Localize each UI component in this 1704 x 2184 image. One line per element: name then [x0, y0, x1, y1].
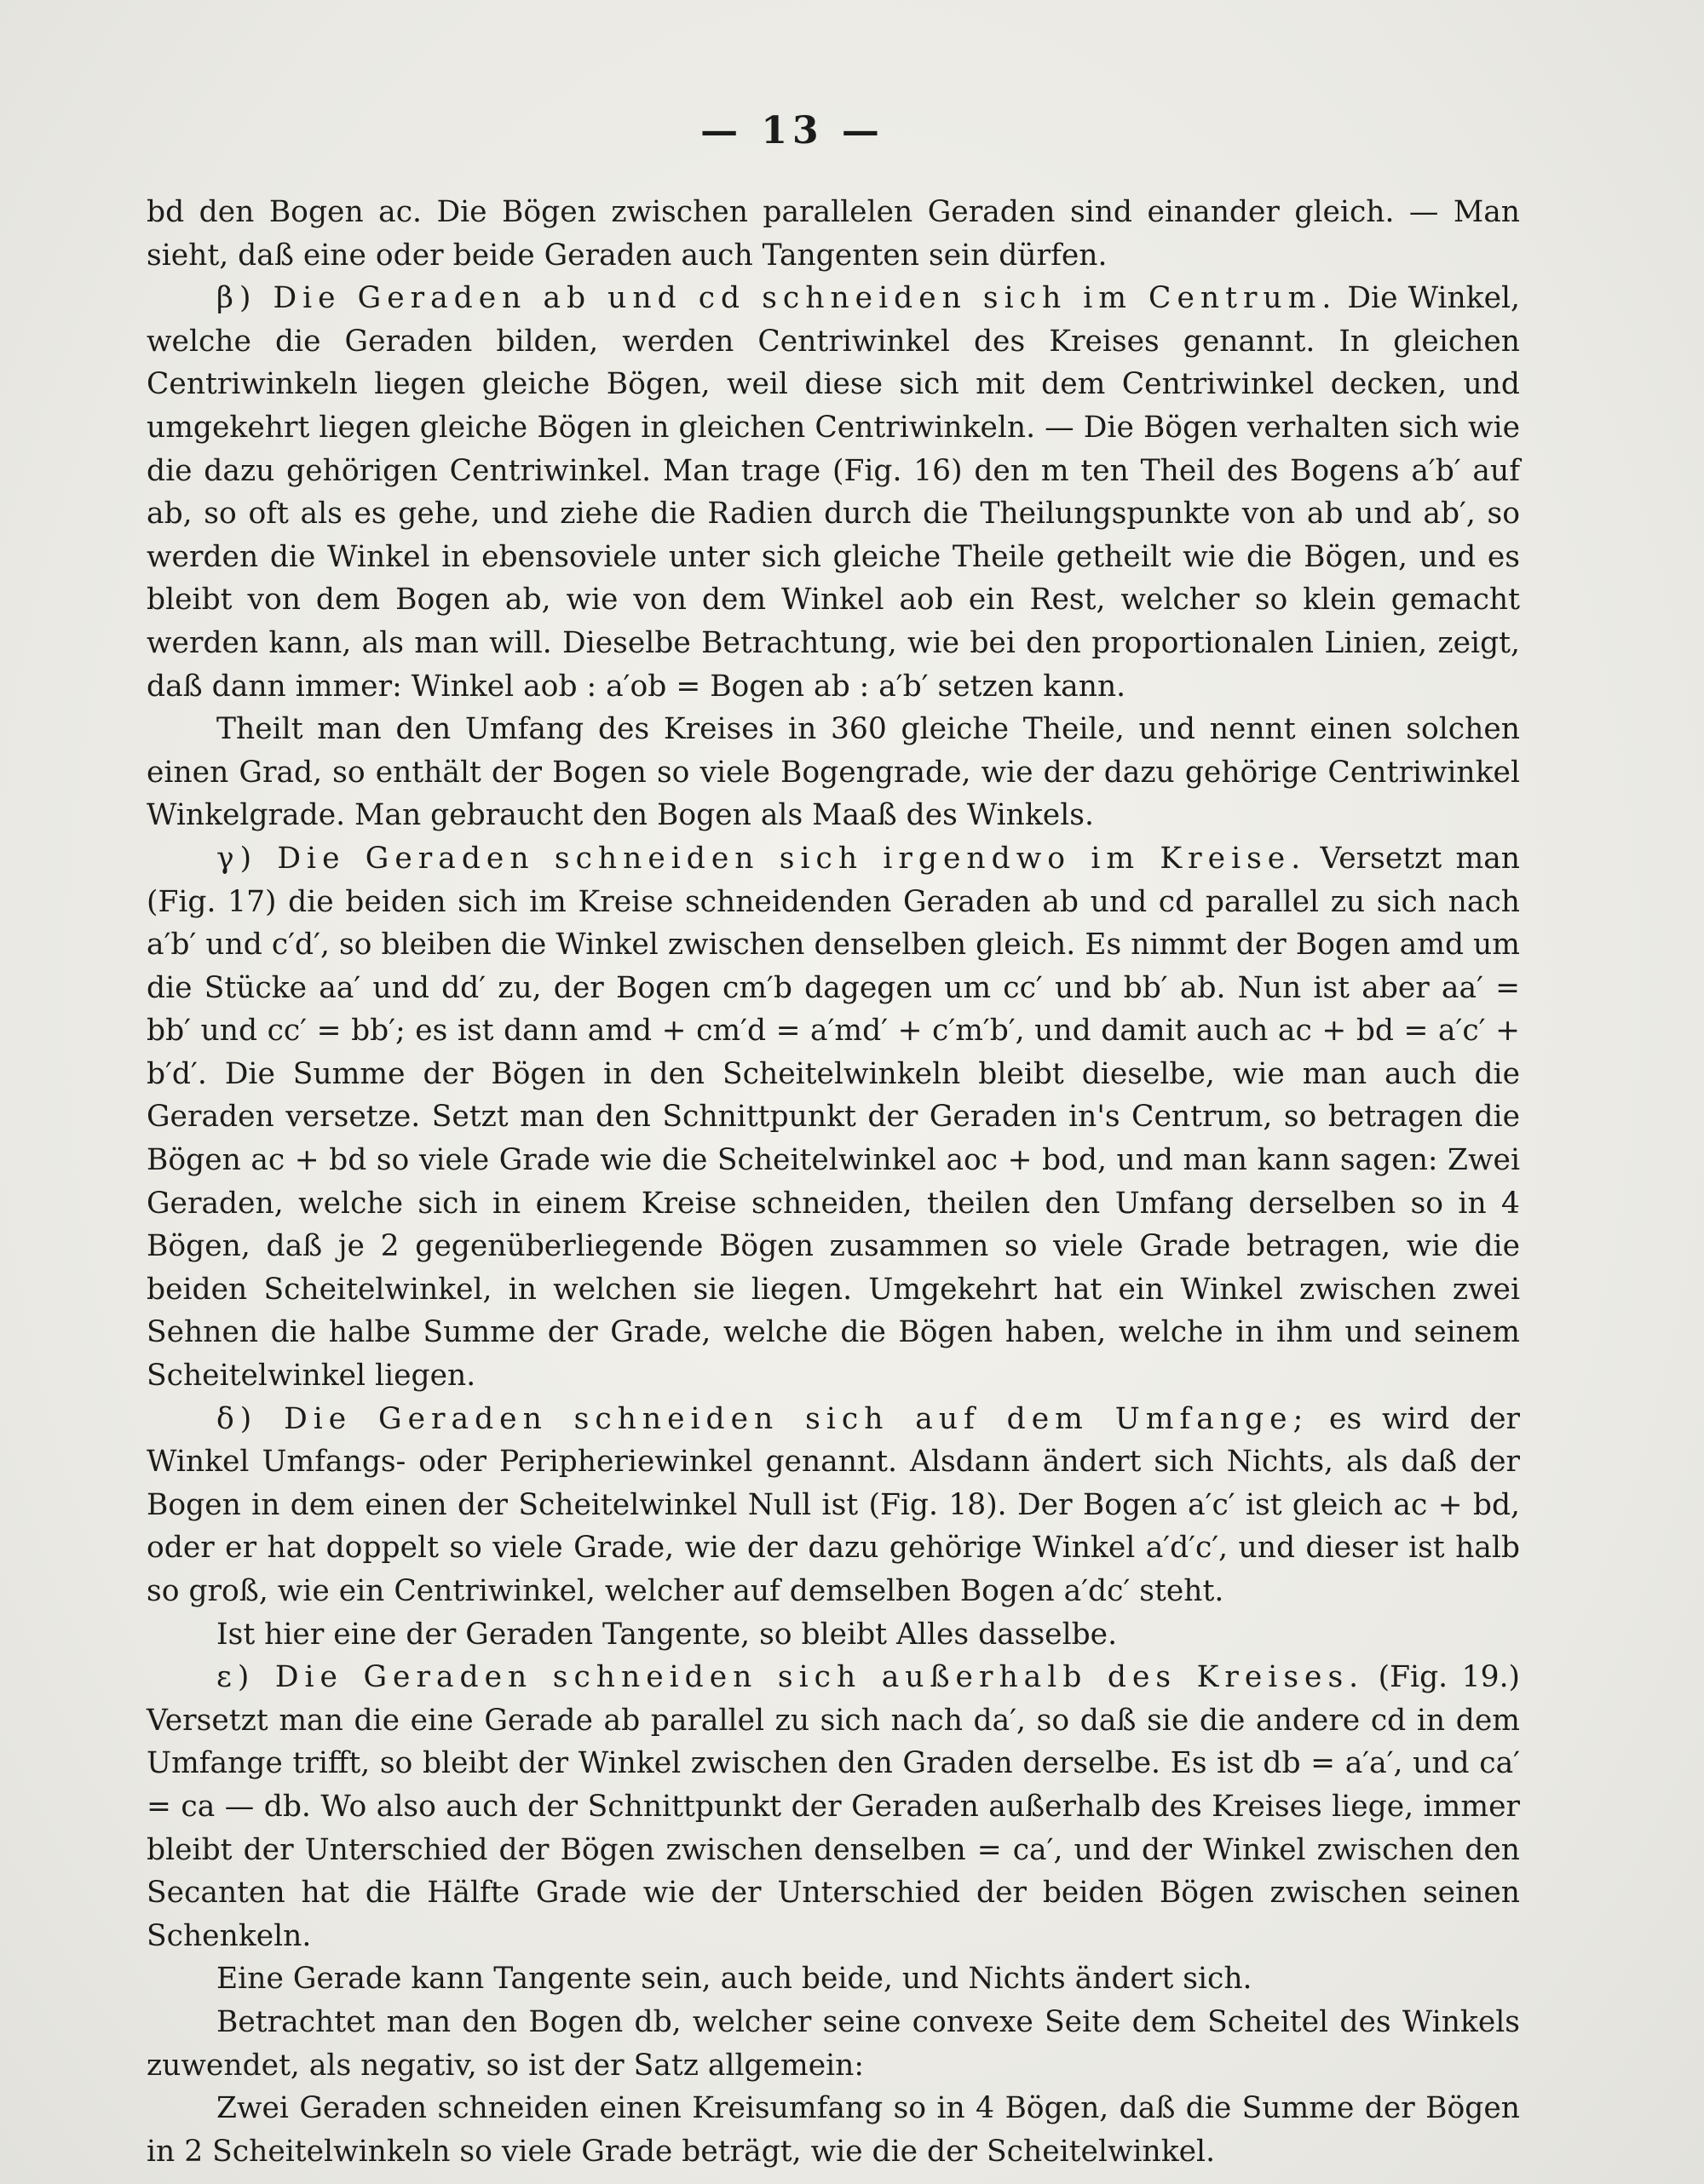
paragraph-tangent-both: [147, 1957, 1520, 2001]
paragraph-tangent: [147, 1613, 1520, 1657]
paragraph-text: bd den Bogen ac. Die Bögen zwischen parallelen Geraden sind einander gleich. — Man sieht, daß eine oder beide Geraden auch Tangenten sein dürfen.: [147, 195, 1520, 273]
paragraph-text: Eine Gerade kann Tangente sein, auch beide, und Nichts ändert sich.: [216, 1962, 1252, 1997]
paragraph-negative: [147, 2001, 1520, 2087]
paragraph-theorem: [147, 2087, 1520, 2173]
paragraph-text: es wird der Winkel Umfangs- oder Peripheriewinkel genannt. Alsdann ändert sich Nichts, als daß der Bogen in dem einen der Scheitelwinkel Null ist (Fig. 18). Der Bogen a′c′ ist gleich ac + bd, oder er hat doppelt so viele Grade, wie der dazu gehörige Winkel a′d′c′, und dieser ist halb so groß, wie ein Centriwinkel, welcher auf demselben Bogen a′dc′ steht.: [147, 1401, 1521, 1608]
paragraph-text: Ist hier eine der Geraden Tangente, so bleibt Alles dasselbe.: [216, 1617, 1118, 1652]
paragraph-text: Die Winkel, welche die Geraden bilden, werden Centriwinkel des Kreises genannt. In gleichen Centriwinkeln liegen gleiche Bögen, weil diese sich mit dem Centriwinkel decken, und umgekehrt liegen gleiche Bögen in gleichen Centriwinkeln. — Die Bögen verhalten sich wie die dazu gehörigen Centriwinkel. Man trage (Fig. 16) den m ten Theil des Bogens a′b′ auf ab, so oft als es gehe, und ziehe die Radien durch die Theilungspunkte von ab und ab′, so werden die Winkel in ebensoviele unter sich gleiche Theile getheilt wie die Bögen, und es bleibt von dem Bogen ab, wie von dem Winkel aob ein Rest, welcher so klein gemacht werden kann, als man will. Dieselbe Betrachtung, wie bei den proportionalen Linien, zeigt, daß dann immer: Winkel aob : a′ob = Bogen ab : a′b′ setzen kann.: [147, 281, 1521, 704]
paragraph-text: Zwei Geraden schneiden einen Kreisumfang so in 4 Bögen, daß die Summe der Bögen in 2 Scheitelwinkeln so viele Grade beträgt, wie die der Scheitelwinkel.: [147, 2091, 1520, 2169]
section-heading-beta: β) Die Geraden ab und cd schneiden sich im Centrum.: [216, 281, 1338, 316]
paragraph-delta: [147, 1398, 1520, 1613]
section-heading-epsilon: ε) Die Geraden schneiden sich außerhalb des Kreises.: [216, 1660, 1365, 1695]
body-text: [147, 191, 1520, 2173]
paragraph-grad: [147, 708, 1520, 837]
paragraph-text: Betrachtet man den Bogen db, welcher seine convexe Seite dem Scheitel des Winkels zuwendet, als negativ, so ist der Satz allgemein:: [147, 2004, 1520, 2083]
paragraph-beta: [147, 277, 1520, 708]
paragraph-text: Theilt man den Umfang des Kreises in 360 gleiche Theile, und nennt einen solchen einen Grad, so enthält der Bogen so viele Bogengrade, wie der dazu gehörige Centriwinkel Winkelgrade. Man gebraucht den Bogen als Maaß des Winkels.: [147, 712, 1520, 833]
section-heading-gamma: γ) Die Geraden schneiden sich irgendwo im Kreise.: [216, 841, 1307, 876]
paragraph-text: (Fig. 19.) Versetzt man die eine Gerade ab parallel zu sich nach da′, so daß sie die andere cd in dem Umfange trifft, so bleibt der Winkel zwischen den Graden derselbe. Es ist db = a′a′, und ca′ = ca — db. Wo also auch der Schnittpunkt der Geraden außerhalb des Kreises liege, immer bleibt der Unterschied der Bögen zwischen denselben = ca′, und der Winkel zwischen den Secanten hat die Hälfte Grade wie der Unterschied der beiden Bögen zwischen seinen Schenkeln.: [147, 1660, 1520, 1953]
paragraph-text: Versetzt man (Fig. 17) die beiden sich im Kreise schneidenden Geraden ab und cd parallel zu sich nach a′b′ und c′d′, so bleiben die Winkel zwischen denselben gleich. Es nimmt der Bogen amd um die Stücke aa′ und dd′ zu, der Bogen cm′b dagegen um cc′ und bb′ ab. Nun ist aber aa′ = bb′ und cc′ = bb′; es ist dann amd + cm′d = a′md′ + c′m′b′, und damit auch ac + bd = a′c′ + b′d′. Die Summe der Bögen in den Scheitelwinkeln bleibt dieselbe, wie man auch die Geraden versetze. Setzt man den Schnittpunkt der Geraden in's Centrum, so betragen die Bögen ac + bd so viele Grade wie die Scheitelwinkel aoc + bod, und man kann sagen: Zwei Geraden, welche sich in einem Kreise schneiden, theilen den Umfang derselben so in 4 Bögen, daß je 2 gegenüberliegende Bögen zusammen so viele Grade betragen, wie die beiden Scheitelwinkel, in welchen sie liegen. Umgekehrt hat ein Winkel zwischen zwei Sehnen die halbe Summe der Grade, welche die Bögen haben, welche in ihm und seinem Scheitelwinkel liegen.: [147, 841, 1520, 1394]
section-heading-delta: δ) Die Geraden schneiden sich auf dem Umfange;: [216, 1401, 1310, 1436]
paragraph-1: [147, 191, 1520, 277]
page-number: — 13 —: [700, 109, 884, 152]
paragraph-gamma: [147, 837, 1520, 1398]
paragraph-epsilon: [147, 1656, 1520, 1957]
